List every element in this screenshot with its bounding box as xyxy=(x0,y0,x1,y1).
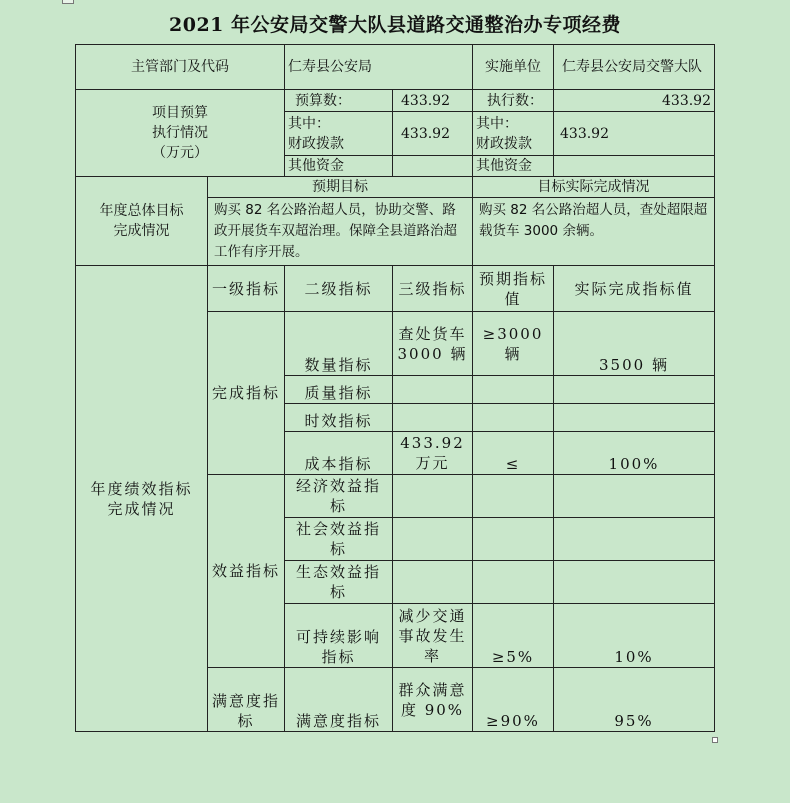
quantity-l2: 数量指标 xyxy=(285,312,393,376)
cost-expected: ≤ xyxy=(473,432,554,475)
exec-amount-label: 执行数： xyxy=(473,90,554,112)
fiscal-exec-label xyxy=(473,112,554,156)
satisfaction-actual: 95% xyxy=(554,668,715,732)
social-expected xyxy=(473,518,554,561)
benefit-group-label: 效益指标 xyxy=(208,475,285,668)
quantity-l3: 查处货车 3000 辆 xyxy=(393,312,473,376)
satisfaction-expected: ≥90% xyxy=(473,668,554,732)
expected-goal-header: 预期目标 xyxy=(208,177,473,198)
impl-label: 实施单位 xyxy=(473,45,554,90)
performance-label-line2: 完成情况 xyxy=(107,499,176,518)
economic-l3 xyxy=(393,475,473,518)
budget-amount-label: 预算数： xyxy=(285,90,393,112)
expected-value-header: 预期指标值 xyxy=(473,266,554,312)
time-expected xyxy=(473,404,554,432)
time-l3 xyxy=(393,404,473,432)
economic-l2: 经济效益指标 xyxy=(285,475,393,518)
satisfaction-group-label: 满意度指标 xyxy=(208,668,285,732)
project-expense-table xyxy=(75,44,715,732)
other-funds-exec-value xyxy=(554,156,715,177)
other-funds-exec-label: 其他资金 xyxy=(473,156,554,177)
fiscal-label-line1: 其中： xyxy=(288,115,330,132)
quantity-actual: 3500 辆 xyxy=(554,312,715,376)
satisfaction-l3: 群众满意度 90% xyxy=(393,668,473,732)
fiscal-exec-value: 433.92 xyxy=(554,112,715,156)
actual-value-header: 实际完成指标值 xyxy=(554,266,715,312)
performance-header-row xyxy=(76,266,715,312)
level3-header: 三级指标 xyxy=(393,266,473,312)
fiscal-value: 433.92 xyxy=(393,112,473,156)
sustainable-l3: 减少交通事故发生率 xyxy=(393,604,473,668)
budget-amount-value: 433.92 xyxy=(393,90,473,112)
goals-header-row xyxy=(76,177,715,198)
quality-expected xyxy=(473,376,554,404)
quantity-expected: ≥3000 辆 xyxy=(473,312,554,376)
level1-header: 一级指标 xyxy=(208,266,285,312)
time-l2: 时效指标 xyxy=(285,404,393,432)
sustainable-actual: 10% xyxy=(554,604,715,668)
ecological-expected xyxy=(473,561,554,604)
expected-goal-text: 购买 82 名公路治超人员，协助交警、路政开展货车双超治理。保障全县道路治超工作有序开展。 xyxy=(208,198,473,266)
goals-label xyxy=(76,177,208,266)
fiscal-exec-label-line2: 财政拨款 xyxy=(476,135,532,152)
other-funds-label: 其他资金 xyxy=(285,156,393,177)
cost-l2: 成本指标 xyxy=(285,432,393,475)
sustainable-expected: ≥5% xyxy=(473,604,554,668)
economic-actual xyxy=(554,475,715,518)
table-resize-handle-icon[interactable] xyxy=(712,737,718,743)
output-group-label: 完成指标 xyxy=(208,312,285,475)
actual-goal-header: 目标实际完成情况 xyxy=(473,177,715,198)
header-row xyxy=(76,45,715,90)
budget-row xyxy=(76,90,715,112)
performance-label-line1: 年度绩效指标 xyxy=(90,479,193,498)
budget-label-line2: 执行情况 xyxy=(152,125,208,141)
goals-label-line2: 完成情况 xyxy=(113,223,170,239)
budget-label-line3: （万元） xyxy=(152,145,208,161)
social-l3 xyxy=(393,518,473,561)
ecological-actual xyxy=(554,561,715,604)
quality-l3 xyxy=(393,376,473,404)
satisfaction-l2: 满意度指标 xyxy=(285,668,393,732)
corner-marker-icon xyxy=(62,0,74,4)
performance-label xyxy=(76,266,208,732)
dept-label: 主管部门及代码 xyxy=(76,45,285,90)
budget-label-line1: 项目预算 xyxy=(152,105,208,121)
fiscal-exec-label-line1: 其中： xyxy=(476,115,518,132)
other-funds-value xyxy=(393,156,473,177)
ecological-l3 xyxy=(393,561,473,604)
impl-value: 仁寿县公安局交警大队 xyxy=(554,45,715,90)
ecological-l2: 生态效益指标 xyxy=(285,561,393,604)
fiscal-label xyxy=(285,112,393,156)
level2-header: 二级指标 xyxy=(285,266,393,312)
exec-amount-value: 433.92 xyxy=(554,90,715,112)
cost-actual: 100% xyxy=(554,432,715,475)
economic-expected xyxy=(473,475,554,518)
actual-goal-text: 购买 82 名公路治超人员，查处超限超载货车 3000 余辆。 xyxy=(473,198,715,266)
social-actual xyxy=(554,518,715,561)
budget-label xyxy=(76,90,285,177)
fiscal-label-line2: 财政拨款 xyxy=(288,135,344,152)
quality-actual xyxy=(554,376,715,404)
social-l2: 社会效益指标 xyxy=(285,518,393,561)
quality-l2: 质量指标 xyxy=(285,376,393,404)
time-actual xyxy=(554,404,715,432)
dept-value: 仁寿县公安局 xyxy=(285,45,473,90)
cost-l3: 433.92 万元 xyxy=(393,432,473,475)
sustainable-l2: 可持续影响指标 xyxy=(285,604,393,668)
page-title: 2021 年公安局交警大队县道路交通整治办专项经费 xyxy=(169,14,621,36)
goals-label-line1: 年度总体目标 xyxy=(99,203,184,219)
